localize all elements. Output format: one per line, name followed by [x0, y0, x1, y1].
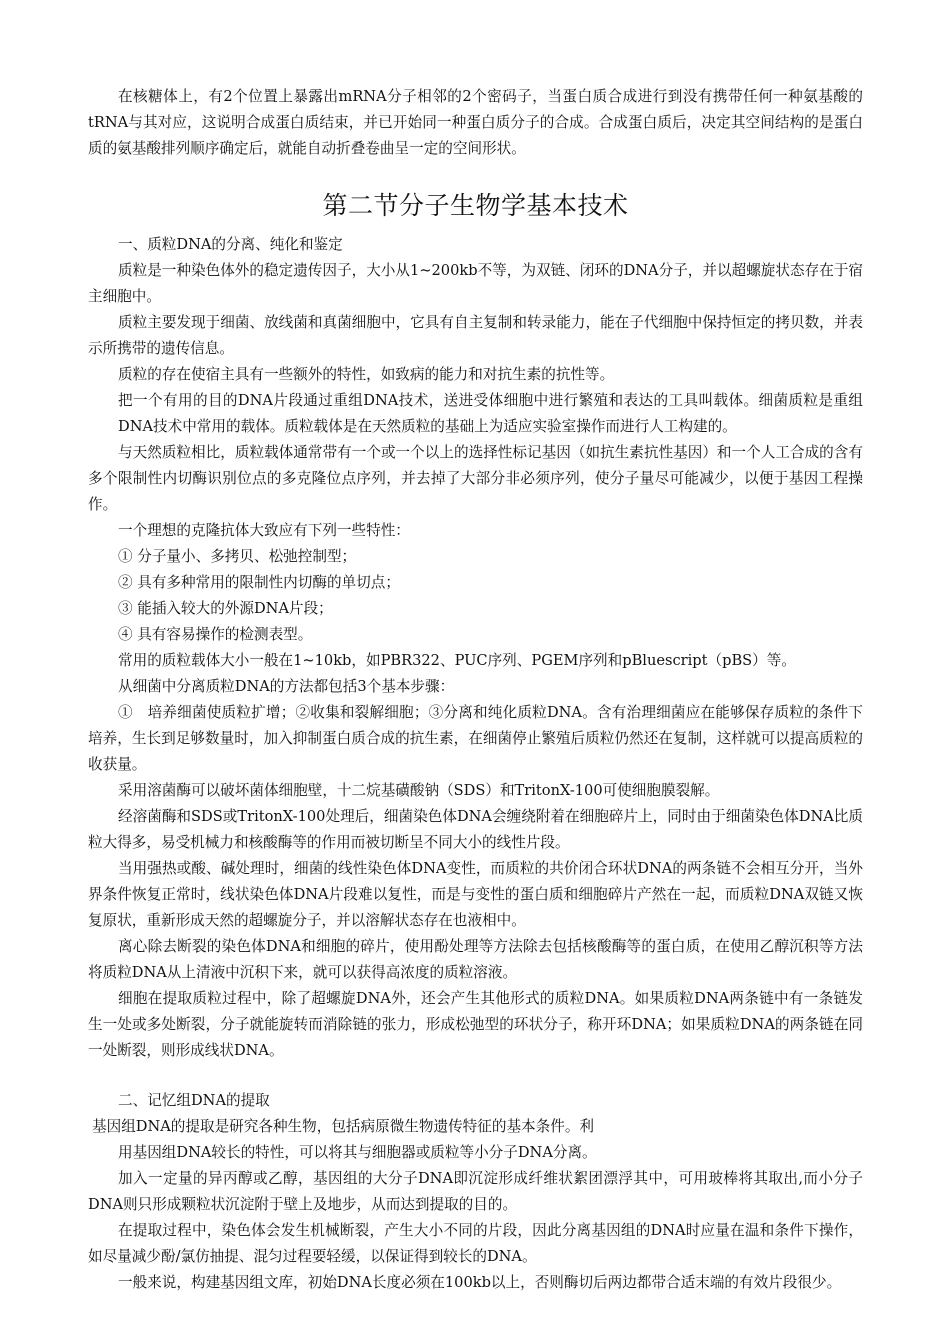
paragraph: 质粒主要发现于细菌、放线菌和真菌细胞中，它具有自主复制和转录能力，能在子代细胞中保持恒定的拷贝数，并表示所携带的遗传信息。 — [88, 314, 863, 357]
paragraph: 常用的质粒载体大小一般在1~10kb，如PBR322、PUC序列、PGEM序列和pBluescript（pBS）等。 — [118, 652, 796, 669]
document-page — [88, 84, 863, 1296]
paragraph: 在提取过程中，染色体会发生机械断裂，产生大小不同的片段，因此分离基因组的DNA时应量在温和条件下操作，如尽量减少酚/氯仿抽提、混匀过程要轻缓，以保证得到较长的DNA。 — [88, 1222, 863, 1265]
paragraph: 质粒是一种染色体外的稳定遗传因子，大小从1~200kb不等，为双链、闭环的DNA分子，并以超螺旋状态存在于宿主细胞中。 — [88, 262, 863, 305]
spacer — [88, 1064, 863, 1088]
list-item: ① 分子量小、多拷贝、松弛控制型； — [118, 548, 357, 565]
paragraph: 细胞在提取质粒过程中，除了超螺旋DNA外，还会产生其他形式的质粒DNA。如果质粒DNA两条链中有一条链发生一处或多处断裂，分子就能旋转而消除链的张力，形成松弛型的环状分子，称开环DNA；如果质粒DNA的两条链在同一处断裂，则形成线状DNA。 — [88, 990, 863, 1059]
paragraph: ① 培养细菌使质粒扩增；②收集和裂解细胞；③分离和纯化质粒DNA。含有治理细菌应在能够保存质粒的条件下培养，生长到足够数量时，加入抑制蛋白质合成的抗生素，在细菌停止繁殖后质粒仍然还在复制，这样就可以提高质粒的收获量。 — [88, 704, 863, 773]
paragraph: 经溶菌酶和SDS或TritonX-100处理后，细菌染色体DNA会缠绕附着在细胞碎片上，同时由于细菌染色体DNA比质粒大得多，易受机械力和核酸酶等的作用而被切断呈不同大小的线性片段。 — [88, 808, 863, 851]
paragraph: 把一个有用的目的DNA片段通过重组DNA技术，送进受体细胞中进行繁殖和表达的工具叫载体。细菌质粒是重组DNA技术中常用的载体。质粒载体是在天然质粒的基础上为适应实验室操作而进行人工构建的。 — [118, 392, 863, 435]
intro-paragraph: 在核糖体上，有2个位置上暴露出mRNA分子相邻的2个密码子，当蛋白质合成进行到没有携带任何一种氨基酸的tRNA与其对应，这说明合成蛋白质结束，并已开始同一种蛋白质分子的合成。合成蛋白质后，决定其空间结构的是蛋白质的氨基酸排列顺序确定后，就能自动折叠卷曲呈一定的空间形状。 — [88, 88, 863, 157]
part1-heading: 一、质粒DNA的分离、纯化和鉴定 — [118, 236, 343, 253]
list-item: ④ 具有容易操作的检测表型。 — [118, 626, 313, 643]
paragraph: 用基因组DNA较长的特性，可以将其与细胞器或质粒等小分子DNA分离。 — [118, 1144, 597, 1161]
paragraph: 从细菌中分离质粒DNA的方法都包括3个基本步骤： — [118, 678, 455, 695]
paragraph: 与天然质粒相比，质粒载体通常带有一个或一个以上的选择性标记基因（如抗生素抗性基因）和一个人工合成的含有多个限制性内切酶识别位点的多克隆位点序列，并去掉了大部分非必须序列，使分子量尽可能减少，以便于基因工程操作。 — [88, 444, 863, 513]
list-item: ③ 能插入较大的外源DNA片段； — [118, 600, 333, 617]
list-item: ② 具有多种常用的限制性内切酶的单切点； — [118, 574, 400, 591]
paragraph: 采用溶菌酶可以破坏菌体细胞壁，十二烷基磺酸钠（SDS）和TritonX-100可使细胞膜裂解。 — [118, 782, 720, 799]
paragraph: 质粒的存在使宿主具有一些额外的特性，如致病的能力和对抗生素的抗性等。 — [118, 366, 615, 383]
paragraph: 一般来说，构建基因组文库，初始DNA长度必须在100kb以上，否则酶切后两边都带合适末端的有效片段很少。 — [118, 1274, 842, 1291]
paragraph: 离心除去断裂的染色体DNA和细胞的碎片，使用酚处理等方法除去包括核酸酶等的蛋白质，在使用乙醇沉积等方法将质粒DNA从上清液中沉积下来，就可以获得高浓度的质粒溶液。 — [88, 938, 863, 981]
section-title: 第二节分子生物学基本技术 — [322, 191, 629, 220]
part2-heading: 二、记忆组DNA的提取 — [118, 1092, 270, 1109]
paragraph: 一个理想的克隆抗体大致应有下列一些特性： — [118, 522, 410, 539]
paragraph: 当用强热或酸、碱处理时，细菌的线性染色体DNA变性，而质粒的共价闭合环状DNA的两条链不会相互分开，当外界条件恢复正常时，线状染色体DNA片段难以复性，而是与变性的蛋白质和细胞碎片产然在一起，而质粒DNA双链又恢复原状，重新形成天然的超螺旋分子，并以溶解状态存在也液相中。 — [88, 860, 863, 929]
paragraph: 基因组DNA的提取是研究各种生物，包括病原微生物遗传特征的基本条件。利 — [92, 1118, 595, 1135]
paragraph: 加入一定量的异丙醇或乙醇，基因组的大分子DNA即沉淀形成纤维状絮团漂浮其中，可用玻棒将其取出,而小分子DNA则只形成颗粒状沉淀附于壁上及地步，从而达到提取的目的。 — [88, 1170, 863, 1213]
